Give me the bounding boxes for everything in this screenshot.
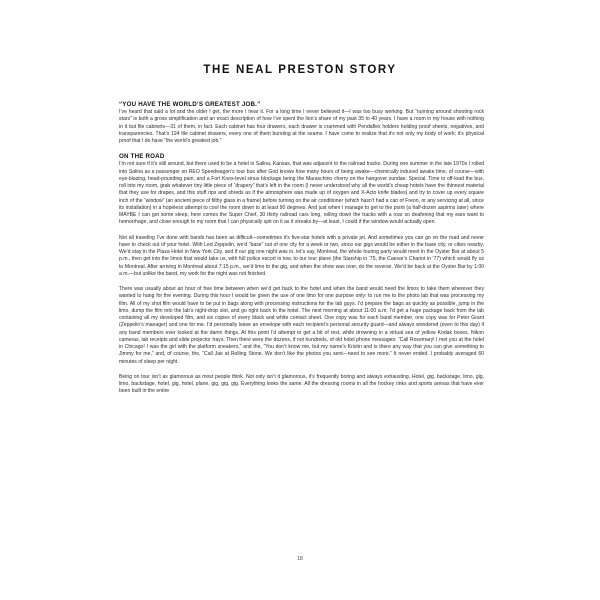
section-heading-greatest-job: “YOU HAVE THE WORLD’S GREATEST JOB.” [119,101,261,108]
page-number: 18 [297,556,303,562]
paragraph: I’ve heard that said a lot and the older I get, the more I hear it. For a long time I never believed it—I was too busy working. But “running around shooting rock stars” is both a gross simplification and an exact description of how I’ve spent the lion’s share of my past 35 to 40 years. I have a room in my house with nothing in it but file cabinets—31 of them, in fact. Each cabinet has four drawers, each drawer is crammed with Pendaflex holders holding proof sheets, negatives, and transparencies. That’s 124 file cabinet drawers, every one of them bursting at the seams. I have come to realize that it’s not only my body of work; it’s physical proof that I do have “the world’s greatest job.” [119,109,484,144]
paragraph: I’m not sure if it’s still around, but there used to be a hotel in Salina, Kansas, that was adjacent to the railroad tracks. During one summer in the late 1970s I rolled into Salina as a passenger on REO Speedwagon’s tour bus after God knows how many hours of being awake—chemically induced awake time, of course—with eye-blazing, head-pounding pain, and a Fort Knox-level sinus blockage being the Maraschino cherry on the hangover sundae. Special. Time to off-load the bus, roll into my room, grab whatever tiny little piece of “drapery” that’s left in the room (I never understood why all the world’s cheap hotels have the thinnest material that they use for drapes, and this stuff rips and shreds as if the atmosphere was made up of oxygen and X-Acto knife blades) and try to cover up every square inch of the “window” (an ancient piece of filthy glass in a frame) before turning on the air conditioner (which hasn’t had a can of Freon, or any servicing at all, since its installation) in a hopeless attempt to cool the room down to at least 90 degrees. And just when I manage to get to the point (a half-dozen aspirins later) where MAYBE I can get some sleep, here comes the Super Chief, 30 thirty railroad cars long, rolling down the tracks with a roar so deafening that my ears want to hemorrhage, and close enough to my room that I can physically spit on it as it streaks by—at least, I could if the window would actually open. [119,161,484,226]
body-text [119,101,484,404]
paragraph: Not all traveling I’ve done with bands has been as difficult—sometimes it’s five-star hotels with a private jet. And sometimes you can go on the road and never have to check out of your hotel. With Led Zeppelin, we’d “base” out of one city for a week or two, since our gigs would be either in the base city, or cities nearby. We’d stay in the Plaza Hotel in New York City, and if our gig one night was in, let’s say, Montreal, the whole touring party would meet in the Oyster Bar at about 5 p.m., then get into the limos that would take us, with full police escort in tow, to our tour plane (the Starship in ’75, the Caesar’s Chariot in ’77) which would fly us to Montreal. After arriving in Montreal about 7:15 p.m., we’d limo to the gig, and when the show was over, do the reverse. We’d be back at the Oyster Bar by 1:00 a.m.—but unlike the band, my work for the night was not finished. [119,234,484,277]
paragraph: Being on tour isn’t as glamorous as most people think. Not only isn’t it glamorous, it’s frequently boring and always exhausting. Hotel, gig, backstage, limo, gig, limo, backstage, hotel, gig, hotel, plane, gig, gig, gig. Everything looks the same. All the dressing rooms in all the hockey rinks and sports arenas that have ever been built in the entire [119,373,484,395]
paragraph: There was usually about an hour of free time between when we’d get back to the hotel and when the band would need the limos to take them wherever they wanted to hang for the evening. During this hour I would be given the use of one limo for one purpose only: to run me to the photo lab that was processing my film. All of my shot film would have to be put in bags along with processing instructions for the lab guys. I’d prepare the bags as quickly as possible, jump in the limo, dump the film into the lab’s night-drop slot, and go right back to the hotel. The next morning at about 11:00 a.m. I’d get a huge package back from the lab containing all my developed film, and six copies of every black and white contact sheet. One copy was for each band member, one copy was for Peter Grant (Zeppelin’s manager) and one for me. I’d personally leave an envelope with each recipient’s personal security guard—and always wondered (even to this day) if any band members ever looked at the damn things. At this point I’d attempt to get a bit of rest, while drowning in a virtual sea of yellow Kodak boxes, Nikon cameras, lab receipts and slide projector trays. Then there were the dozens, if not hundreds, of old hotel phone messages: “Call Rosemary! I met you at the hotel in Chicago! I was the girl with the platform sneakers,” and the, “You don’t know me, but my name’s Kristin and is there any way that you can give something to Jimmy for me,” and, of course, the, “Call Jae at Rolling Stone. We don’t like the photos you sent—need to see more.” It never ended. I probably averaged 60 minutes of sleep per night. [119,286,484,365]
section-heading-on-the-road: ON THE ROAD [119,153,165,161]
page-title: THE NEAL PRESTON STORY [203,64,397,76]
